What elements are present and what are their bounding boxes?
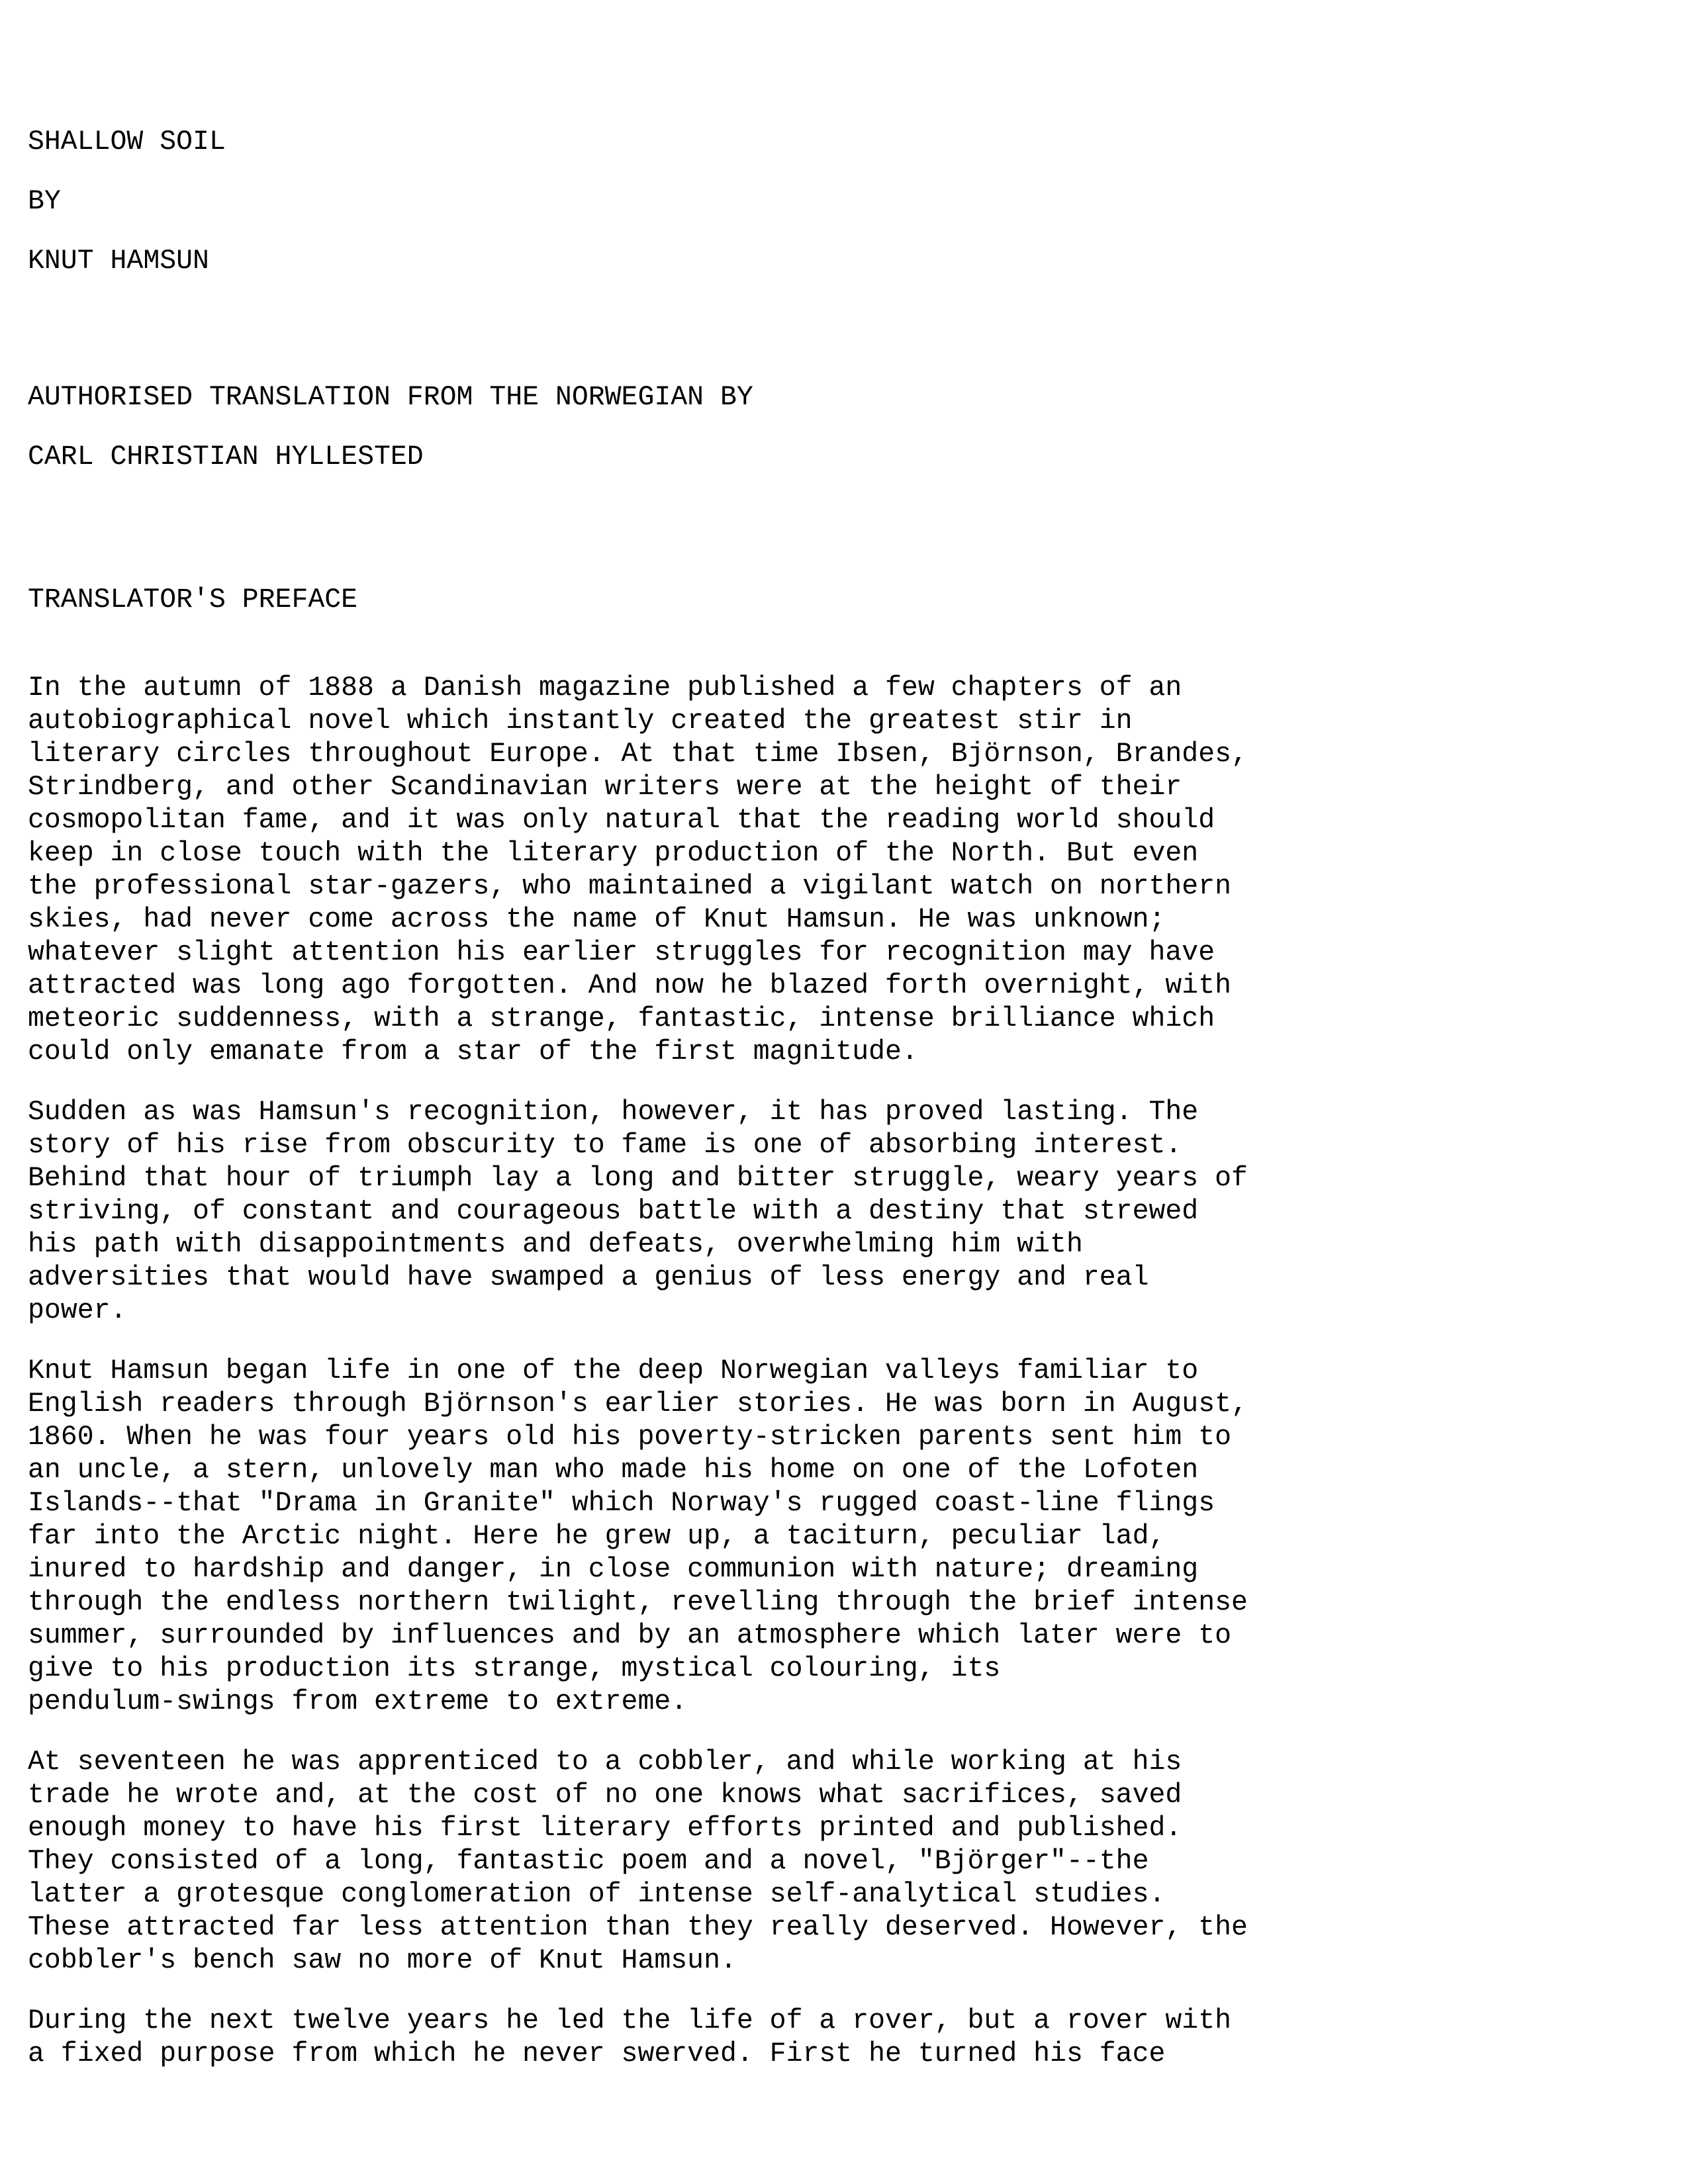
book-title: SHALLOW SOIL [28, 126, 226, 158]
text-line: story of his rise from obscurity to fame is one of absorbing interest. [28, 1130, 1182, 1161]
paragraph [28, 2005, 1656, 2071]
text-line: keep in close touch with the literary production of the North. But even [28, 838, 1199, 869]
text-line: In the autumn of 1888 a Danish magazine published a few chapters of an [28, 672, 1182, 704]
text-line: At seventeen he was apprenticed to a cobbler, and while working at his [28, 1747, 1182, 1778]
text-line: These attracted far less attention than they really deserved. However, the [28, 1912, 1248, 1943]
text-line: meteoric suddenness, with a strange, fantastic, intense brilliance which [28, 1003, 1215, 1034]
text-line: could only emanate from a star of the first magnitude. [28, 1036, 918, 1068]
text-line: whatever slight attention his earlier struggles for recognition may have [28, 937, 1215, 968]
by-line: BY [28, 186, 61, 217]
text-line: Behind that hour of triumph lay a long and bitter struggle, weary years of [28, 1163, 1248, 1194]
spacer [28, 500, 1656, 584]
text-line: an uncle, a stern, unlovely man who made his home on one of the Lofoten [28, 1455, 1199, 1486]
text-line: 1860. When he was four years old his poverty-stricken parents sent him to [28, 1422, 1231, 1453]
text-line: give to his production its strange, mystical colouring, its [28, 1653, 1001, 1684]
preface-body [28, 672, 1656, 2071]
author-name: KNUT HAMSUN [28, 246, 209, 277]
text-line: far into the Arctic night. Here he grew up, a taciturn, peculiar lad, [28, 1521, 1166, 1552]
text-line: Sudden as was Hamsun's recognition, however, it has proved lasting. The [28, 1097, 1199, 1128]
paragraph [28, 1746, 1656, 1978]
spacer [28, 304, 1656, 381]
text-line: attracted was long ago forgotten. And now he blazed forth overnight, with [28, 970, 1231, 1001]
paragraph [28, 672, 1656, 1069]
text-line: trade he wrote and, at the cost of no one knows what sacrifices, saved [28, 1780, 1182, 1811]
text-line: English readers through Björnson's earlier stories. He was born in August, [28, 1388, 1248, 1420]
text-line: through the endless northern twilight, revelling through the brief intense [28, 1587, 1248, 1618]
text-line: striving, of constant and courageous battle with a destiny that strewed [28, 1196, 1199, 1227]
translator-name: CARL CHRISTIAN HYLLESTED [28, 441, 424, 473]
text-line: adversities that would have swamped a genius of less energy and real [28, 1262, 1149, 1293]
paragraph [28, 1096, 1656, 1328]
text-line: his path with disappointments and defeats, overwhelming him with [28, 1229, 1083, 1260]
text-line: summer, surrounded by influences and by an atmosphere which later were to [28, 1620, 1231, 1651]
text-line: a fixed purpose from which he never swerved. First he turned his face [28, 2038, 1166, 2070]
paragraph [28, 1355, 1656, 1719]
text-line: latter a grotesque conglomeration of intense self-analytical studies. [28, 1879, 1166, 1910]
text-line: cobbler's bench saw no more of Knut Hamsun. [28, 1945, 737, 1976]
text-line: the professional star-gazers, who maintained a vigilant watch on northern [28, 871, 1231, 902]
text-line: enough money to have his first literary efforts printed and published. [28, 1813, 1182, 1844]
text-line: literary circles throughout Europe. At that time Ibsen, Björnson, Brandes, [28, 739, 1248, 770]
text-line: Knut Hamsun began life in one of the deep Norwegian valleys familiar to [28, 1355, 1199, 1387]
text-line: pendulum-swings from extreme to extreme. [28, 1686, 688, 1717]
text-line: power. [28, 1295, 127, 1326]
text-line: inured to hardship and danger, in close communion with nature; dreaming [28, 1554, 1199, 1585]
document-page [28, 126, 1656, 2098]
text-line: They consisted of a long, fantastic poem and a novel, "Björger"--the [28, 1846, 1149, 1877]
text-line: autobiographical novel which instantly created the greatest stir in [28, 705, 1133, 737]
preface-heading: TRANSLATOR'S PREFACE [28, 584, 358, 615]
text-line: skies, had never come across the name of Knut Hamsun. He was unknown; [28, 904, 1166, 935]
translation-credit: AUTHORISED TRANSLATION FROM THE NORWEGIAN BY [28, 382, 753, 413]
text-line: Islands--that "Drama in Granite" which Norway's rugged coast-line flings [28, 1488, 1215, 1519]
text-line: Strindberg, and other Scandinavian writers were at the height of their [28, 772, 1182, 803]
text-line: cosmopolitan fame, and it was only natural that the reading world should [28, 805, 1215, 836]
text-line: During the next twelve years he led the life of a rover, but a rover with [28, 2005, 1231, 2036]
